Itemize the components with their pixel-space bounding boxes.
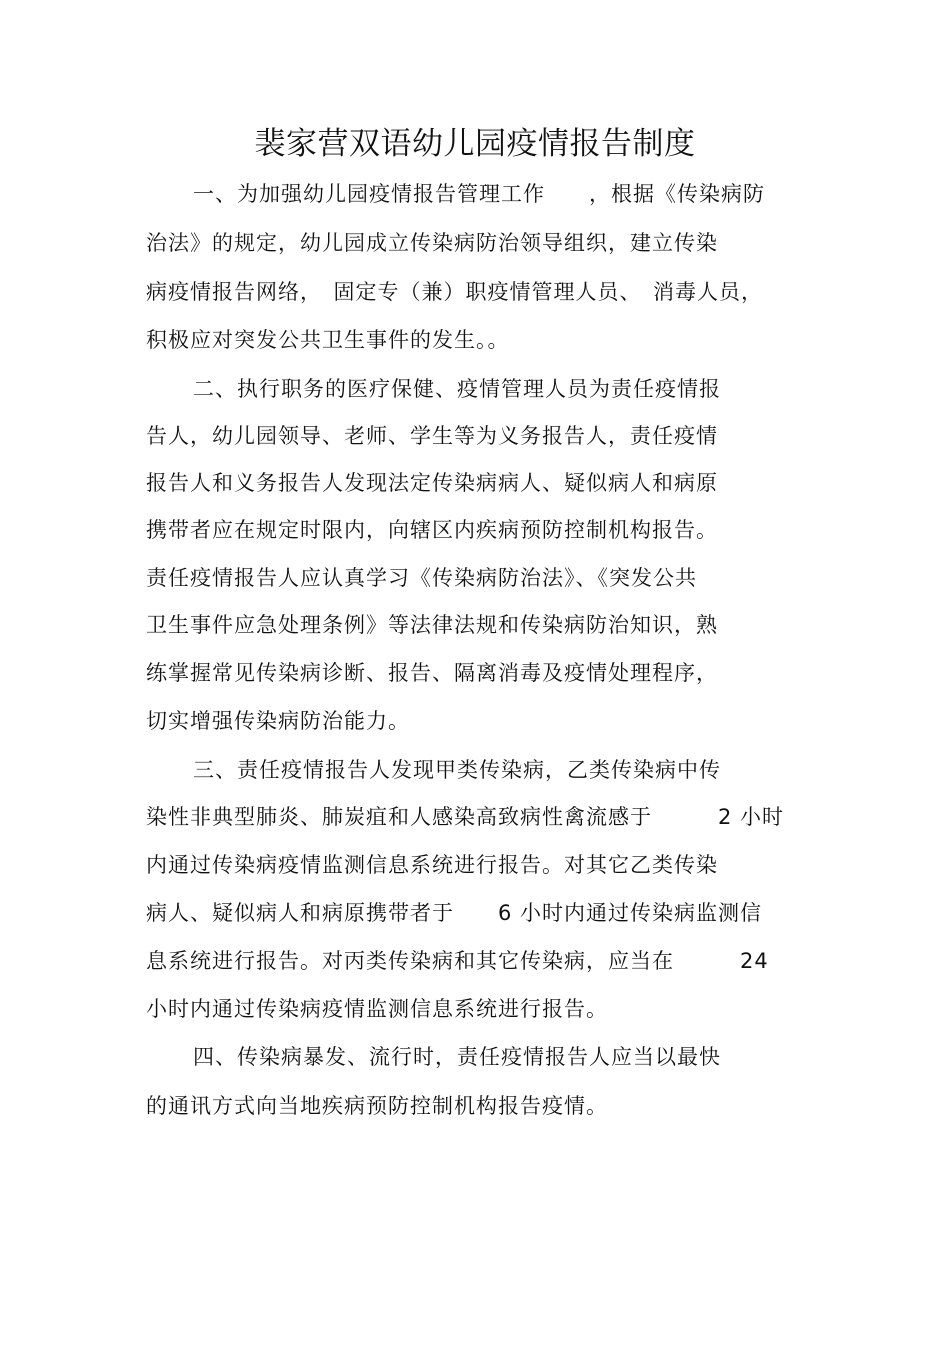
paragraph-2-line-6: 卫生事件应急处理条例》等法律法规和传染病防治知识，熟: [146, 613, 718, 637]
paragraph-2-line-1: 二、执行职务的医疗保健、疫情管理人员为责任疫情报: [193, 377, 721, 401]
paragraph-2-line-8: 切实增强传染病防治能力。: [146, 709, 410, 733]
paragraph-1-line-2: 治法》的规定，幼儿园成立传染病防治领导组织，建立传染: [146, 231, 718, 255]
paragraph-3-line-6: 小时内通过传染病疫情监测信息系统进行报告。: [146, 997, 608, 1021]
paragraph-1-line-3: 病疫情报告网络， 固定专（兼）职疫情管理人员、 消毒人员，: [146, 280, 763, 304]
paragraph-1-line-4: 积极应对突发公共卫生事件的发生。。: [146, 328, 510, 352]
paragraph-2-line-4: 携带者应在规定时限内，向辖区内疾病预防控制机构报告。: [146, 518, 718, 542]
paragraph-1-line-1: 一、为加强幼儿园疫情报告管理工作 ，根据《传染病防: [193, 182, 765, 206]
paragraph-2-line-3: 报告人和义务报告人发现法定传染病病人、疑似病人和病原: [146, 471, 718, 495]
paragraph-4-line-1: 四、传染病暴发、流行时，责任疫情报告人应当以最快: [193, 1045, 721, 1069]
paragraph-3-line-4: 病人、疑似病人和病原携带者于 6 小时内通过传染病监测信: [146, 901, 763, 925]
paragraph-3-line-5: 息系统进行报告。对丙类传染病和其它传染病，应当在 24: [146, 949, 769, 973]
paragraph-2-line-5: 责任疫情报告人应认真学习《传染病防治法》、《突发公共: [146, 566, 697, 590]
paragraph-4-line-2: 的通讯方式向当地疾病预防控制机构报告疫情。: [146, 1094, 608, 1118]
document-title: 裴家营双语幼儿园疫情报告制度: [254, 126, 696, 162]
paragraph-3-line-2: 染性非典型肺炎、肺炭疽和人感染高致病性禽流感于 2 小时: [146, 805, 785, 829]
paragraph-2-line-7: 练掌握常见传染病诊断、报告、隔离消毒及疫情处理程序，: [146, 661, 718, 685]
paragraph-2-line-2: 告人，幼儿园领导、老师、学生等为义务报告人，责任疫情: [146, 424, 718, 448]
paragraph-3-line-1: 三、责任疫情报告人发现甲类传染病，乙类传染病中传: [193, 758, 721, 782]
paragraph-3-line-3: 内通过传染病疫情监测信息系统进行报告。对其它乙类传染: [146, 853, 718, 877]
